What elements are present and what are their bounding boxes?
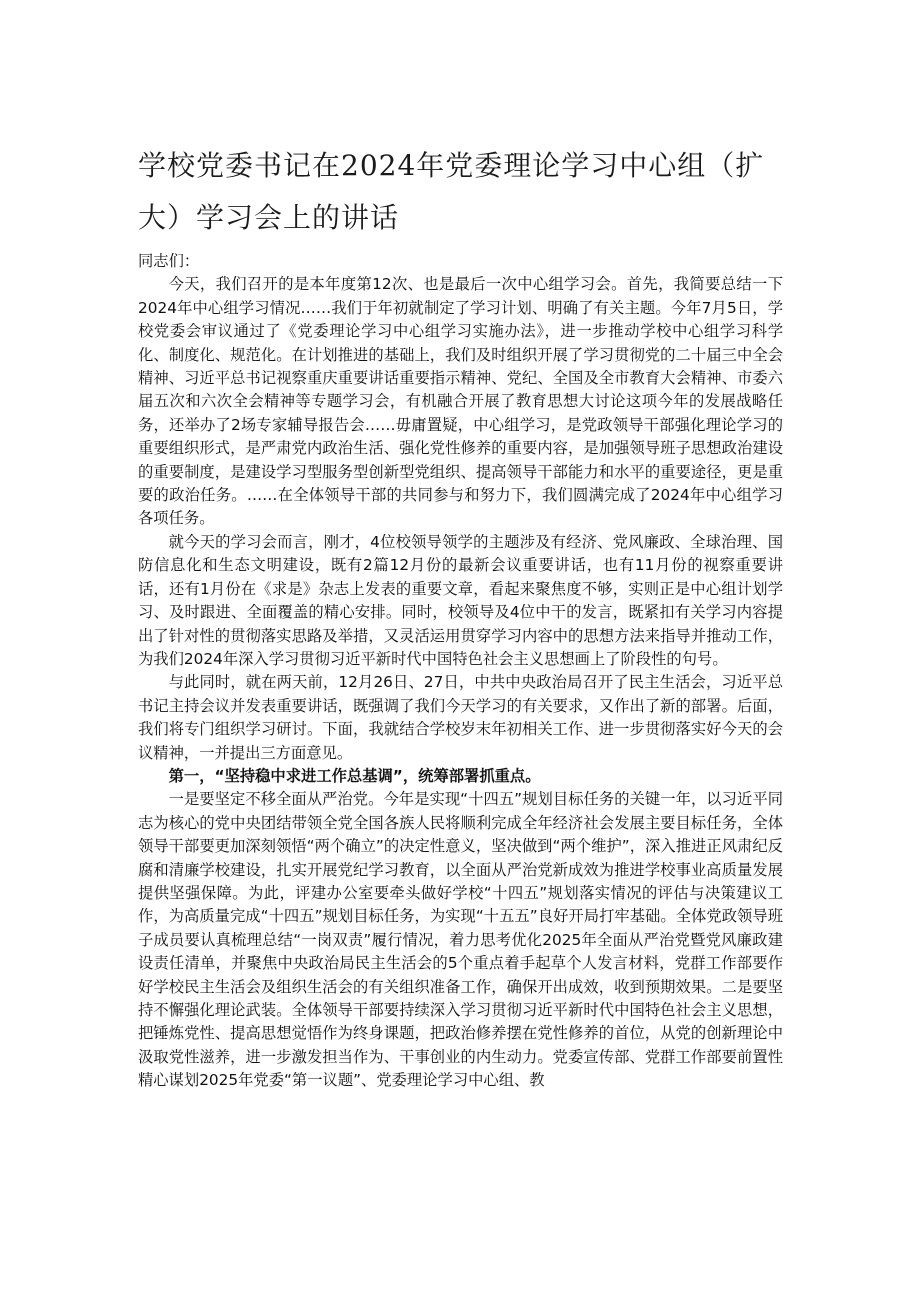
paragraph: 今天，我们召开的是本年度第12次、也是最后一次中心组学习会。首先，我简要总结一下2024年中心组学习情况……我们于年初就制定了学习计划、明确了有关主题。今年7月5日，学校党委会审议通过了《党委理论学习中心组学习实施办法》，进一步推动学校中心组学习科学化、制度化、规范化。在计划推进的基础上，我们及时组织开展了学习贯彻党的二十届三中全会精神、习近平总书记视察重庆重要讲话重要指示精神、党纪、全国及全市教育大会精神、市委六届五次和六次全会精神等专题学习会，有机融合开展了教育思想大讨论这项今年的发展战略任务，还举办了2场专家辅导报告会……毋庸置疑，中心组学习，是党政领导干部强化理论学习的重要组织形式，是严肃党内政治生活、强化党性修养的重要内容，是加强领导班子思想政治建设的重要制度，是建设学习型服务型创新型党组织、提高领导干部能力和水平的重要途径，更是重要的政治任务。……在全体领导干部的共同参与和努力下，我们圆满完成了2024年中心组学习各项任务。: [138, 275, 783, 528]
section-heading: 第一，“坚持稳中求进工作总基调”，统筹部署抓重点。: [168, 766, 541, 785]
salutation: 同志们：: [138, 252, 200, 270]
paragraph: 就今天的学习会而言，刚才，4位校领导领学的主题涉及有经济、党风廉政、全球治理、国防信息化和生态文明建设，既有2篇12月份的最新会议重要讲话，也有11月份的视察重要讲话，还有1月份在《求是》杂志上发表的重要文章，看起来聚焦度不够，实则正是中心组计划学习、及时跟进、全面覆盖的精心安排。同时，校领导及4位中干的发言，既紧扣有关学习内容提出了针对性的贯彻落实思路及举措，又灵活运用贯穿学习内容中的思想方法来指导并推动工作，为我们2024年深入学习贯彻习近平新时代中国特色社会主义思想画上了阶段性的句号。: [138, 532, 783, 668]
paragraph: 一是要坚定不移全面从严治党。今年是实现“十四五”规划目标任务的关键一年，以习近平同志为核心的党中央团结带领全党全国各族人民将顺利完成全年经济社会发展主要目标任务，全体领导干部要更加深刻领悟“两个确立”的决定性意义，坚决做到“两个维护”，深入推进正风肃纪反腐和清廉学校建设，扎实开展党纪学习教育，以全面从严治党新成效为推进学校事业高质量发展提供坚强保障。为此，评建办公室要牵头做好学校“十四五”规划落实情况的评估与决策建议工作，为高质量完成“十四五”规划目标任务，为实现“十五五”良好开局打牢基础。全体党政领导班子成员要认真梳理总结“一岗双责”履行情况，着力思考优化2025年全面从严治党暨党风廉政建设责任清单，并聚焦中央政治局民主生活会的5个重点着手起草个人发言材料，党群工作部要作好学校民主生活会及组织生活会的有关组织准备工作，确保开出成效，收到预期效果。二是要坚持不懈强化理论武装。全体领导干部要持续深入学习贯彻习近平新时代中国特色社会主义思想，把锤炼党性、提高思想觉悟作为终身课题，把政治修养摆在党性修养的首位，从党的创新理论中汲取党性滋养，进一步激发担当作为、干事创业的内生动力。党委宣传部、党群工作部要前置性精心谋划2025年党委“第一议题”、党委理论学习中心组、教: [138, 790, 783, 1090]
page-title: 学校党委书记在2024年党委理论学习中心组（扩大）学习会上的讲话: [138, 149, 765, 234]
paragraph: 与此同时，就在两天前，12月26日、27日，中共中央政治局召开了民主生活会，习近平总书记主持会议并发表重要讲话，既强调了我们今天学习的有关要求，又作出了新的部署。后面，我们将专门组织学习研讨。下面，我就结合学校岁末年初相关工作、进一步贯彻落实好今天的会议精神，一并提出三方面意见。: [138, 673, 783, 762]
document-body: [138, 250, 783, 1093]
